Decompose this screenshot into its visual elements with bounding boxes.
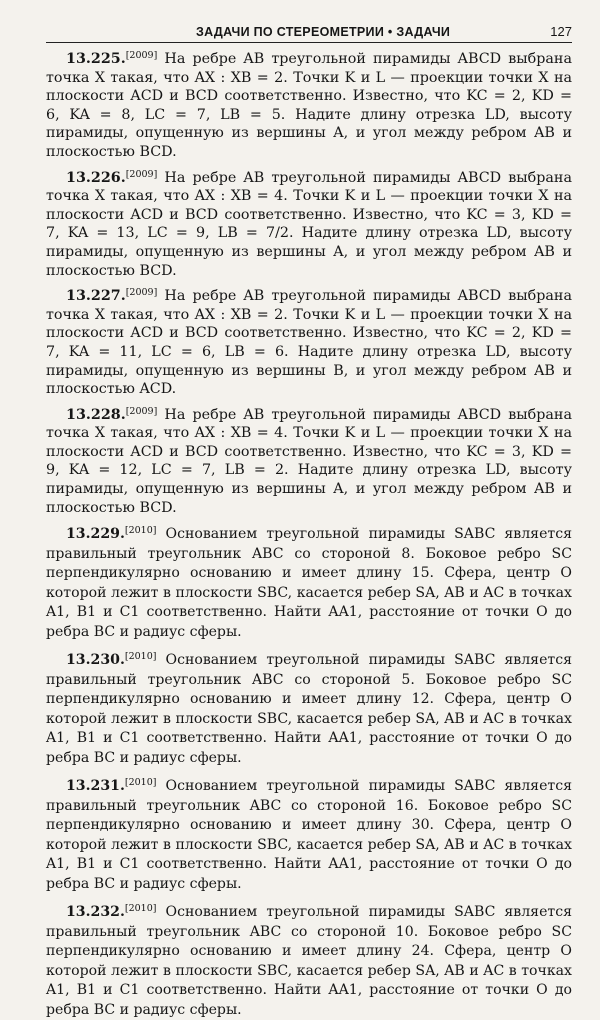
page-number: 127: [550, 24, 572, 39]
running-header: [46, 18, 572, 43]
problem-year: [2010]: [124, 525, 157, 537]
problem-year: [2009]: [125, 168, 158, 180]
problem-13-227: [46, 284, 572, 399]
problem-number: 13.228.: [66, 406, 126, 423]
problem-text: Основанием треугольной пирамиды SABC является правильный треугольник ABC со стороной 10. Боковое ребро SC перпендикулярно основанию и имеет длину 24. Сфера, центр O которой лежит в плоскости SBC, касается ребер SA, AB и AC в точках A1, B1 и C1 соответственно. Найти AA1, расстояние от точки O до ребра BC и радиус сферы.: [46, 904, 572, 1018]
problem-text: На ребре AB треугольной пирамиды ABCD выбрана точка X такая, что AX : XB = 2. Точки K и L — проекции точки X на плоскости ACD и BCD соответственно. Известно, что KC = 2, KD = 7, KA = 11, LC = 6, LB = 6. Надите длину отрезка LD, высоту пирамиды, опущенную из вершины B, и угол между ребром AB и плоскостью ACD.: [46, 288, 572, 398]
problem-13-225: [46, 47, 572, 162]
problem-text: На ребре AB треугольной пирамиды ABCD выбрана точка X такая, что AX : XB = 4. Точки K и L — проекции точки X на плоскости ACD и BCD соответственно. Известно, что KC = 3, KD = 9, KA = 12, LC = 7, LB = 2. Надите длину отрезка LD, высоту пирамиды, опущенную из вершины A, и угол между ребром AB и плоскостью BCD.: [46, 406, 572, 516]
problem-13-226: [46, 166, 572, 281]
problem-text: Основанием треугольной пирамиды SABC является правильный треугольник ABC со стороной 16. Боковое ребро SC перпендикулярно основанию и имеет длину 30. Сфера, центр O которой лежит в плоскости SBC, касается ребер SA, AB и AC в точках A1, B1 и C1 соответственно. Найти AA1, расстояние от точки O до ребра BC и радиус сферы.: [46, 778, 572, 892]
problem-year: [2010]: [124, 903, 157, 915]
problem-number: 13.231.: [66, 778, 125, 795]
problem-number: 13.229.: [66, 526, 125, 543]
problem-number: 13.225.: [66, 51, 126, 67]
problem-13-231: [46, 773, 572, 894]
problem-number: 13.230.: [66, 652, 125, 669]
problem-year: [2009]: [125, 405, 158, 417]
problem-13-228: [46, 403, 572, 518]
header-title: ЗАДАЧИ ПО СТЕРЕОМЕТРИИ • ЗАДАЧИ: [196, 25, 451, 39]
problem-number: 13.232.: [66, 904, 125, 921]
problem-13-229: [46, 521, 572, 642]
problem-text: На ребре AB треугольной пирамиды ABCD выбрана точка X такая, что AX : XB = 4. Точки K и L — проекции точки X на плоскости ACD и BCD соответственно. Известно, что KC = 3, KD = 7, KA = 13, LC = 9, LB = 7/2. Надите длину отрезка LD, высоту пирамиды, опущенную из вершины A, и угол между ребром AB и плоскостью BCD.: [46, 169, 572, 279]
problem-13-230: [46, 647, 572, 768]
problem-text: На ребре AB треугольной пирамиды ABCD выбрана точка X такая, что AX : XB = 2. Точки K и L — проекции точки X на плоскости ACD и BCD соответственно. Известно, что KC = 2, KD = 6, KA = 8, LC = 7, LB = 5. Надите длину отрезка LD, высоту пирамиды, опущенную из вершины A, и угол между ребром AB и плоскостью BCD.: [46, 51, 572, 160]
problem-text: Основанием треугольной пирамиды SABC является правильный треугольник ABC со стороной 5. Боковое ребро SC перпендикулярно основанию и имеет длину 12. Сфера, центр O которой лежит в плоскости SBC, касается ребер SA, AB и AC в точках A1, B1 и C1 соответственно. Найти AA1, расстояние от точки O до ребра BC и радиус сферы.: [46, 652, 572, 766]
problem-year: [2009]: [125, 50, 158, 61]
problem-year: [2010]: [124, 777, 157, 789]
problem-year: [2010]: [124, 651, 157, 663]
problem-number: 13.226.: [66, 169, 126, 186]
problem-13-232: [46, 899, 572, 1020]
problem-number: 13.227.: [66, 288, 126, 305]
problem-text: Основанием треугольной пирамиды SABC является правильный треугольник ABC со стороной 8. Боковое ребро SC перпендикулярно основанию и имеет длину 15. Сфера, центр O которой лежит в плоскости SBC, касается ребер SA, AB и AC в точках A1, B1 и C1 соответственно. Найти AA1, расстояние от точки O до ребра BC и радиус сферы.: [46, 526, 572, 640]
problem-year: [2009]: [125, 287, 158, 299]
problem-list: [46, 47, 572, 1020]
